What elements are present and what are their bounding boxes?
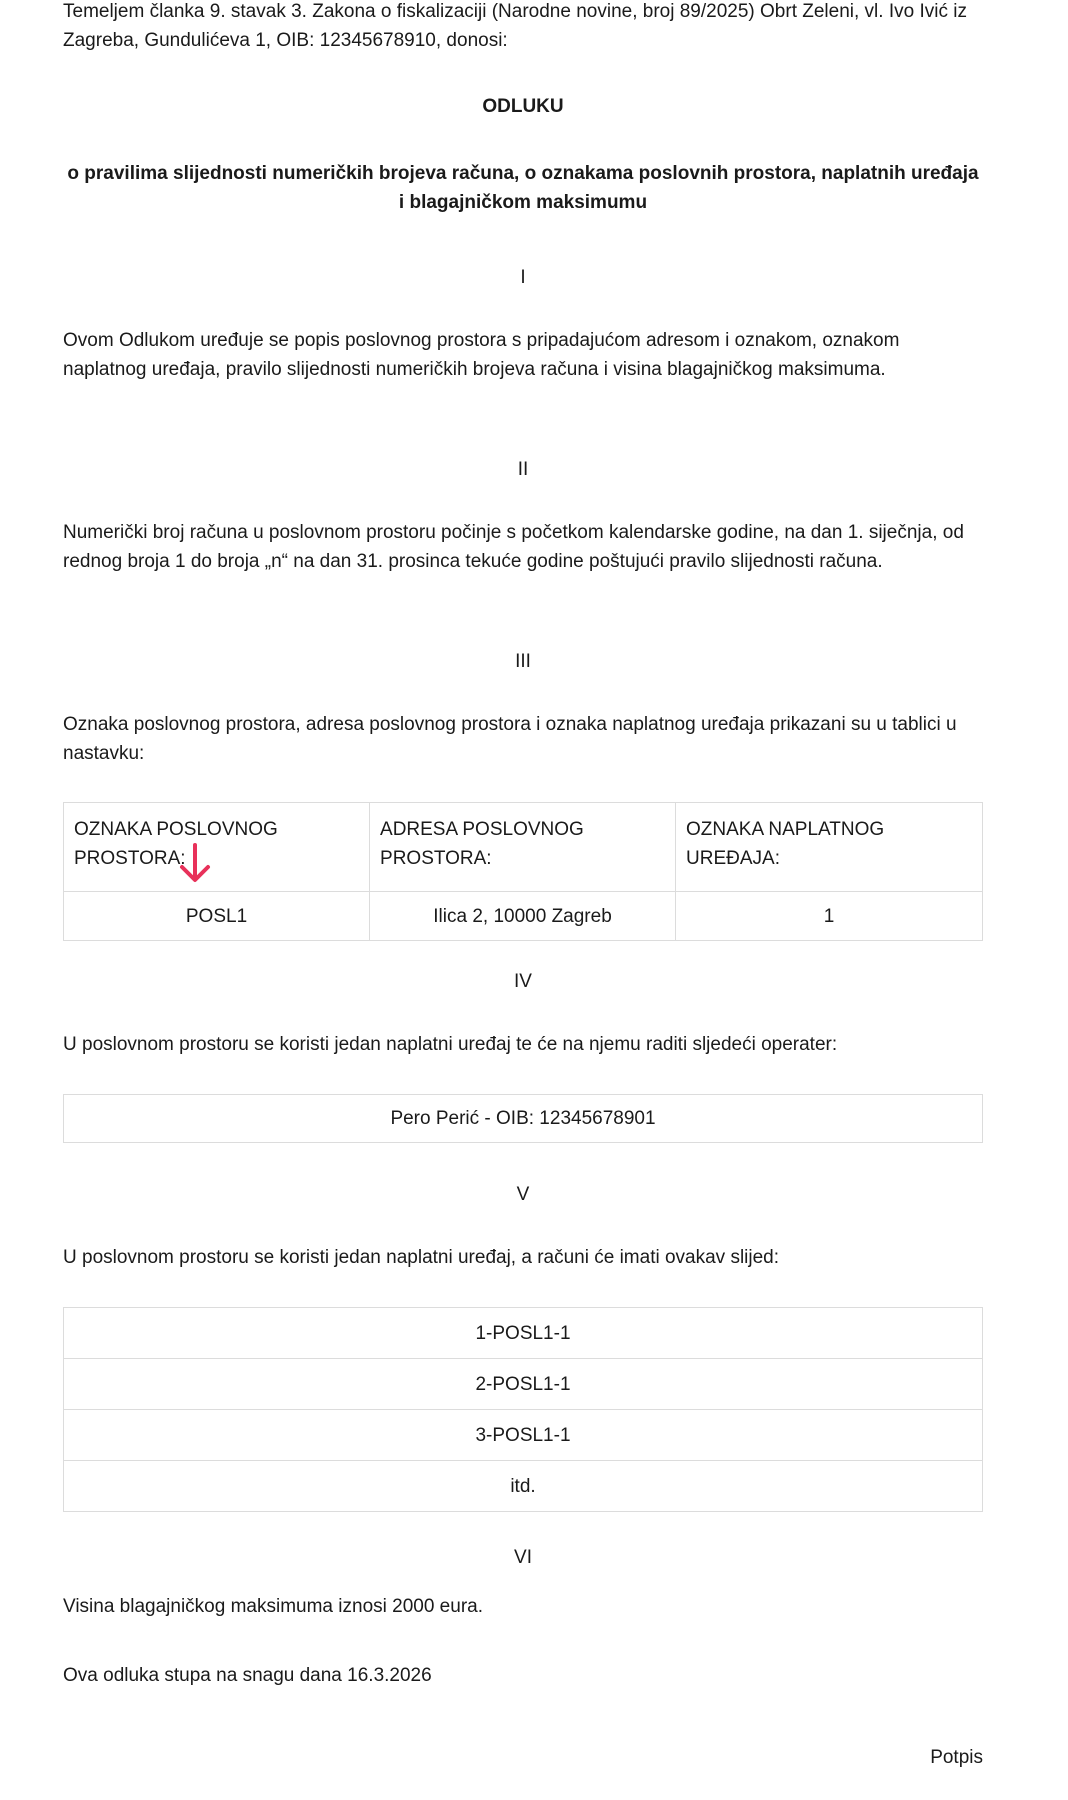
sequence-item-4: itd. <box>64 1461 983 1512</box>
cell-premises-address: Ilica 2, 10000 Zagreb <box>370 892 676 941</box>
document-title: ODLUKU <box>482 96 564 117</box>
section-number-5: V <box>516 1184 530 1205</box>
section-6-text: Visina blagajničkog maksimuma iznosi 2000 eura. <box>63 1596 483 1617</box>
cell-premises-label: POSL1 <box>64 892 370 941</box>
document-subtitle: o pravilima slijednosti numeričkih brojeva računa, o oznakama poslovnih prostora, naplatnih uređaja i blagajničkom maksimumu <box>67 163 979 213</box>
effective-date-text: Ova odluka stupa na snagu dana 16.3.2026 <box>63 1665 432 1686</box>
table-row <box>64 892 983 941</box>
cell-device-label: 1 <box>676 892 983 941</box>
section-2-text: Numerički broj računa u poslovnom prostoru počinje s početkom kalendarske godine, na dan 1. siječnja, od rednog broja 1 do broja „n“ na dan 31. prosinca tekuće godine poštujući pravilo slijednosti računa. <box>63 522 964 572</box>
table-row <box>64 1410 983 1461</box>
section-number-6: VI <box>514 1547 532 1568</box>
section-number-2: II <box>517 459 529 480</box>
sequence-item-2: 2-POSL1-1 <box>64 1359 983 1410</box>
arrow-down-icon <box>177 843 213 885</box>
header-premises-label: OZNAKA POSLOVNOG PROSTORA: <box>64 803 370 892</box>
operator-box: Pero Perić - OIB: 12345678901 <box>63 1094 983 1143</box>
signature-label: Potpis <box>930 1747 983 1768</box>
sequence-item-1: 1-POSL1-1 <box>64 1308 983 1359</box>
section-4-text: U poslovnom prostoru se koristi jedan naplatni uređaj te će na njemu raditi sljedeći operater: <box>63 1034 838 1055</box>
section-5-text: U poslovnom prostoru se koristi jedan naplatni uređaj, a računi će imati ovakav slijed: <box>63 1247 780 1268</box>
intro-paragraph: Temeljem članka 9. stavak 3. Zakona o fiskalizaciji (Narodne novine, broj 89/2025) Obrt Zeleni, vl. Ivo Ivić iz Zagreba, Gundulićeva 1, OIB: 12345678910, donosi: <box>63 1 967 51</box>
section-number-1: I <box>520 267 526 288</box>
section-number-3: III <box>515 651 531 672</box>
section-1-text: Ovom Odlukom uređuje se popis poslovnog prostora s pripadajućom adresom i oznakom, oznakom naplatnog uređaja, pravilo slijednosti numeričkih brojeva računa i visina blagajničkog maksimuma. <box>63 330 900 380</box>
table-row <box>64 1359 983 1410</box>
header-device-label: OZNAKA NAPLATNOG UREĐAJA: <box>676 803 983 892</box>
sequence-item-3: 3-POSL1-1 <box>64 1410 983 1461</box>
section-number-4: IV <box>514 971 532 992</box>
sequence-table <box>63 1307 983 1512</box>
table-row <box>64 1461 983 1512</box>
table-row <box>64 1308 983 1359</box>
section-3-text: Oznaka poslovnog prostora, adresa poslovnog prostora i oznaka naplatnog uređaja prikazani su u tablici u nastavku: <box>63 714 957 764</box>
header-premises-address: ADRESA POSLOVNOG PROSTORA: <box>370 803 676 892</box>
